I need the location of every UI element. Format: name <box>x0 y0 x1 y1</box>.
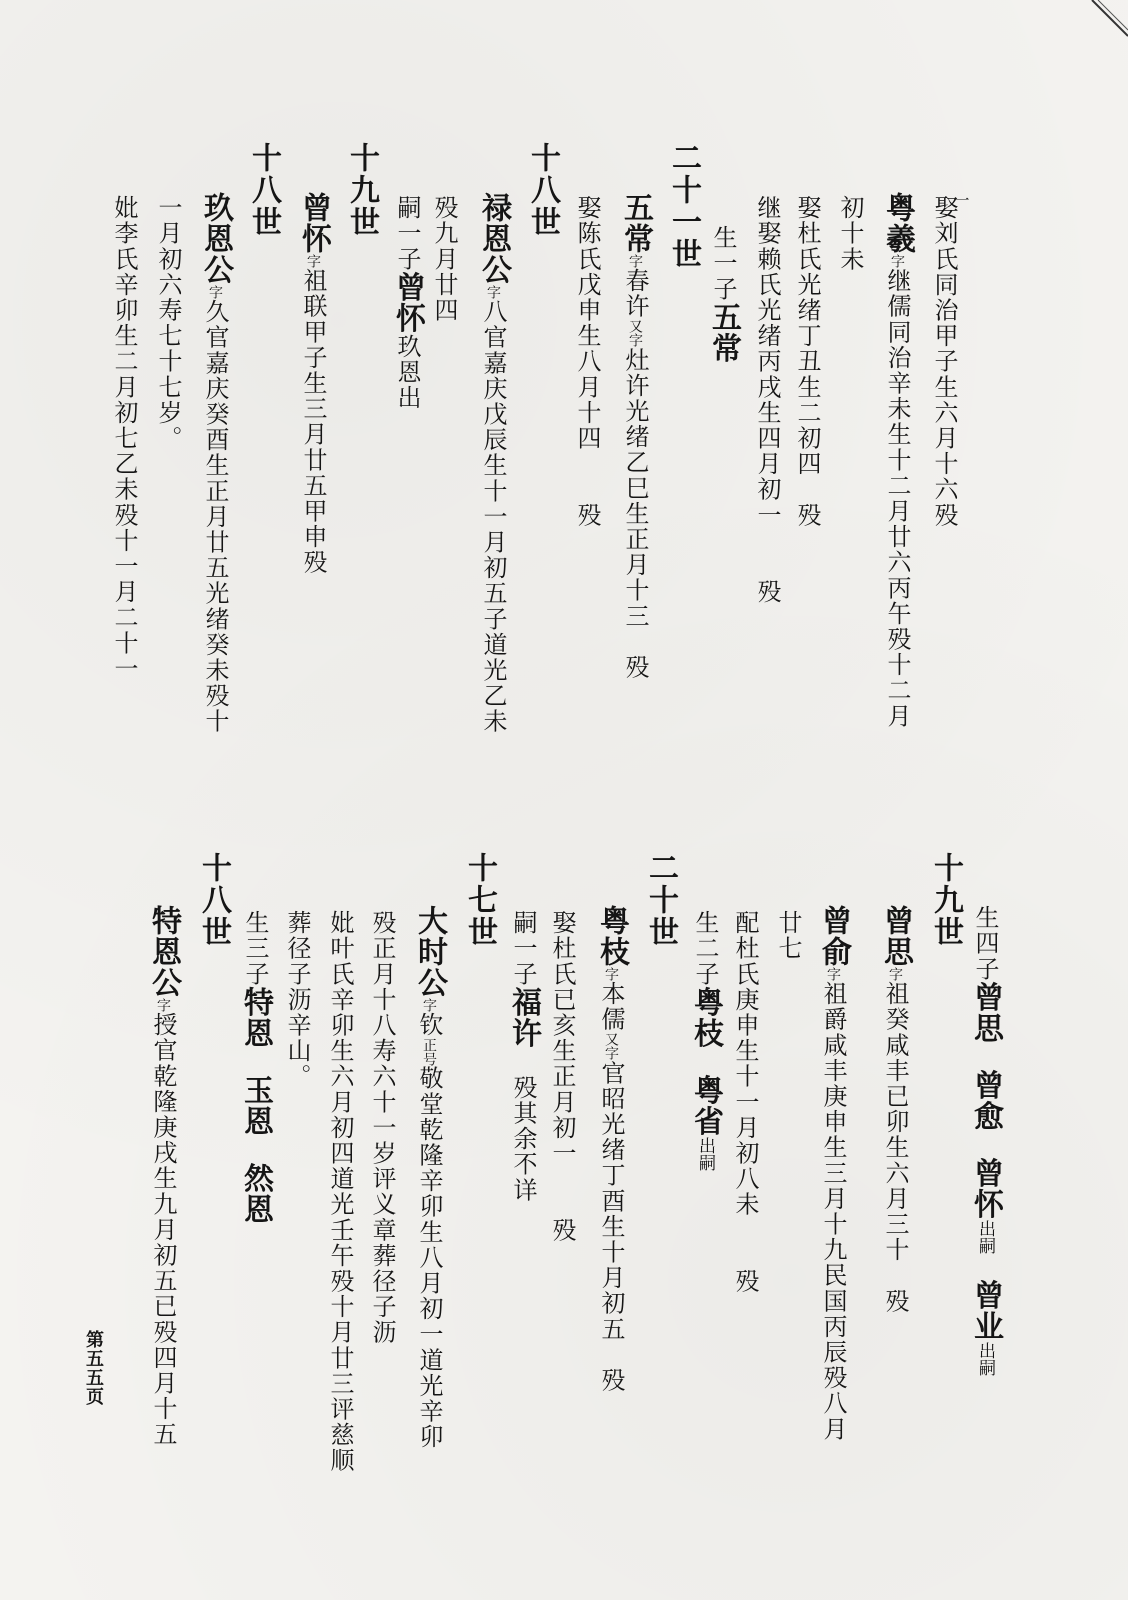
top-col-8: 五常字春许又字灶许光绪乙巳生正月十三 殁 <box>618 192 653 681</box>
top-col-5: 娶杜氏光绪丁丑生二初四 殁 <box>793 195 821 528</box>
bottom-col-1: 生四子曾思曾愈曾怀出嗣曾业出嗣 <box>968 905 1003 1376</box>
bottom-col-6: 生二子粤枝粤省出嗣 <box>688 910 723 1171</box>
top-col-15: 一月初六寿七十七岁。 <box>154 195 182 451</box>
page-fold-corner <box>1088 0 1128 40</box>
person-name: 五常 <box>618 192 653 254</box>
generation-marker: 十九世 <box>928 852 963 948</box>
top-col-9: 娶陈氏戊申生八月十四 殁 <box>573 195 601 528</box>
top-col-11: 殁九月廿四 <box>430 195 458 323</box>
son-name: 曾愈 <box>968 1069 1003 1132</box>
generation-marker: 十八世 <box>525 142 560 238</box>
person-name: 粤枝 <box>594 905 629 967</box>
son-name: 五常 <box>706 301 741 364</box>
generation-marker: 十七世 <box>462 852 497 948</box>
top-col-14: 玖恩公字久官嘉庆癸酉生正月廿五光绪癸未殁十 <box>198 192 233 735</box>
top-col-3: 粤羲字继儒同治辛未生十二月廿六丙午殁十二月 <box>880 192 915 729</box>
son-name: 特恩 <box>238 986 273 1049</box>
bottom-col-15: 特恩公字授官乾隆庚戌生九月初五已殁四月十五 <box>146 905 181 1448</box>
bottom-col-3: 曾俞字祖爵咸丰庚申生三月十九民国丙辰殁八月 <box>816 905 851 1442</box>
top-col-6: 继娶赖氏光绪丙戌生四月初一 殁 <box>753 195 781 605</box>
top-col-13: 曾怀字祖联甲子生三月廿五甲申殁 <box>296 192 331 576</box>
person-name: 玖恩公 <box>198 192 233 285</box>
top-col-12: 嗣一子曾怀玖恩出 <box>390 195 425 411</box>
bottom-col-4: 廿七 <box>774 910 802 962</box>
top-col-1: 一 <box>951 192 970 208</box>
son-name: 曾思 <box>968 981 1003 1044</box>
person-name: 曾怀 <box>296 192 331 254</box>
generation-marker: 二十一世 <box>666 142 701 270</box>
son-name: 福许 <box>506 986 541 1049</box>
generation-marker: 二十世 <box>643 852 678 948</box>
generation-marker: 十九世 <box>344 142 379 238</box>
generation-marker: 十八世 <box>246 142 281 238</box>
top-col-16: 妣李氏辛卯生二月初七乙未殁十一月二十一 <box>110 195 138 682</box>
person-name: 禄恩公 <box>476 192 511 285</box>
person-name: 特恩公 <box>146 905 181 998</box>
generation-marker: 十八世 <box>196 852 231 948</box>
top-col-2: 娶刘氏同治甲子生六月十六殁 <box>930 195 958 528</box>
bottom-col-14: 生三子特恩玉恩然恩 <box>238 910 273 1225</box>
top-col-4: 初十未 <box>836 195 864 272</box>
bottom-col-2: 曾思字祖癸咸丰已卯生六月三十 殁 <box>878 905 913 1314</box>
bottom-col-7: 粤枝字本儒又字官昭光绪丁酉生十月初五 殁 <box>594 905 629 1394</box>
person-name: 曾俞 <box>816 905 851 967</box>
bottom-col-8: 娶杜氏已亥生正月初一 殁 <box>548 910 576 1243</box>
bottom-col-11: 殁正月十八寿六十一岁评义章葬径子沥 <box>368 910 396 1346</box>
page-number: 第五五页 <box>83 1330 104 1406</box>
son-name: 玉恩 <box>238 1074 273 1137</box>
son-name: 曾怀 <box>390 271 425 334</box>
son-name: 曾业 <box>968 1279 1003 1342</box>
son-name: 粤省 <box>688 1074 723 1137</box>
person-name: 大时公 <box>412 905 447 998</box>
bottom-col-5: 配杜氏庚申生十一月初八未 殁 <box>731 910 759 1294</box>
son-name: 然恩 <box>238 1162 273 1225</box>
bottom-col-10: 大时公字钦正号敬堂乾隆辛卯生八月初一道光辛卯 <box>412 905 447 1450</box>
person-name: 粤羲 <box>880 192 915 254</box>
son-name: 粤枝 <box>688 986 723 1049</box>
person-name: 曾思 <box>878 905 913 967</box>
top-col-10: 禄恩公字八官嘉庆戊辰生十一月初五子道光乙未 <box>476 192 511 735</box>
top-col-7: 生一子五常 <box>706 225 741 364</box>
zi-marker: 字 <box>889 254 905 268</box>
bottom-col-12: 妣叶氏辛卯生六月初四道光壬午殁十月廿三评慈顺 <box>326 910 354 1474</box>
bottom-col-9: 嗣一子福许殁其余不详 <box>506 910 541 1203</box>
bottom-col-13: 葬径子沥辛山。 <box>283 910 311 1090</box>
son-name: 曾怀 <box>968 1157 1003 1220</box>
